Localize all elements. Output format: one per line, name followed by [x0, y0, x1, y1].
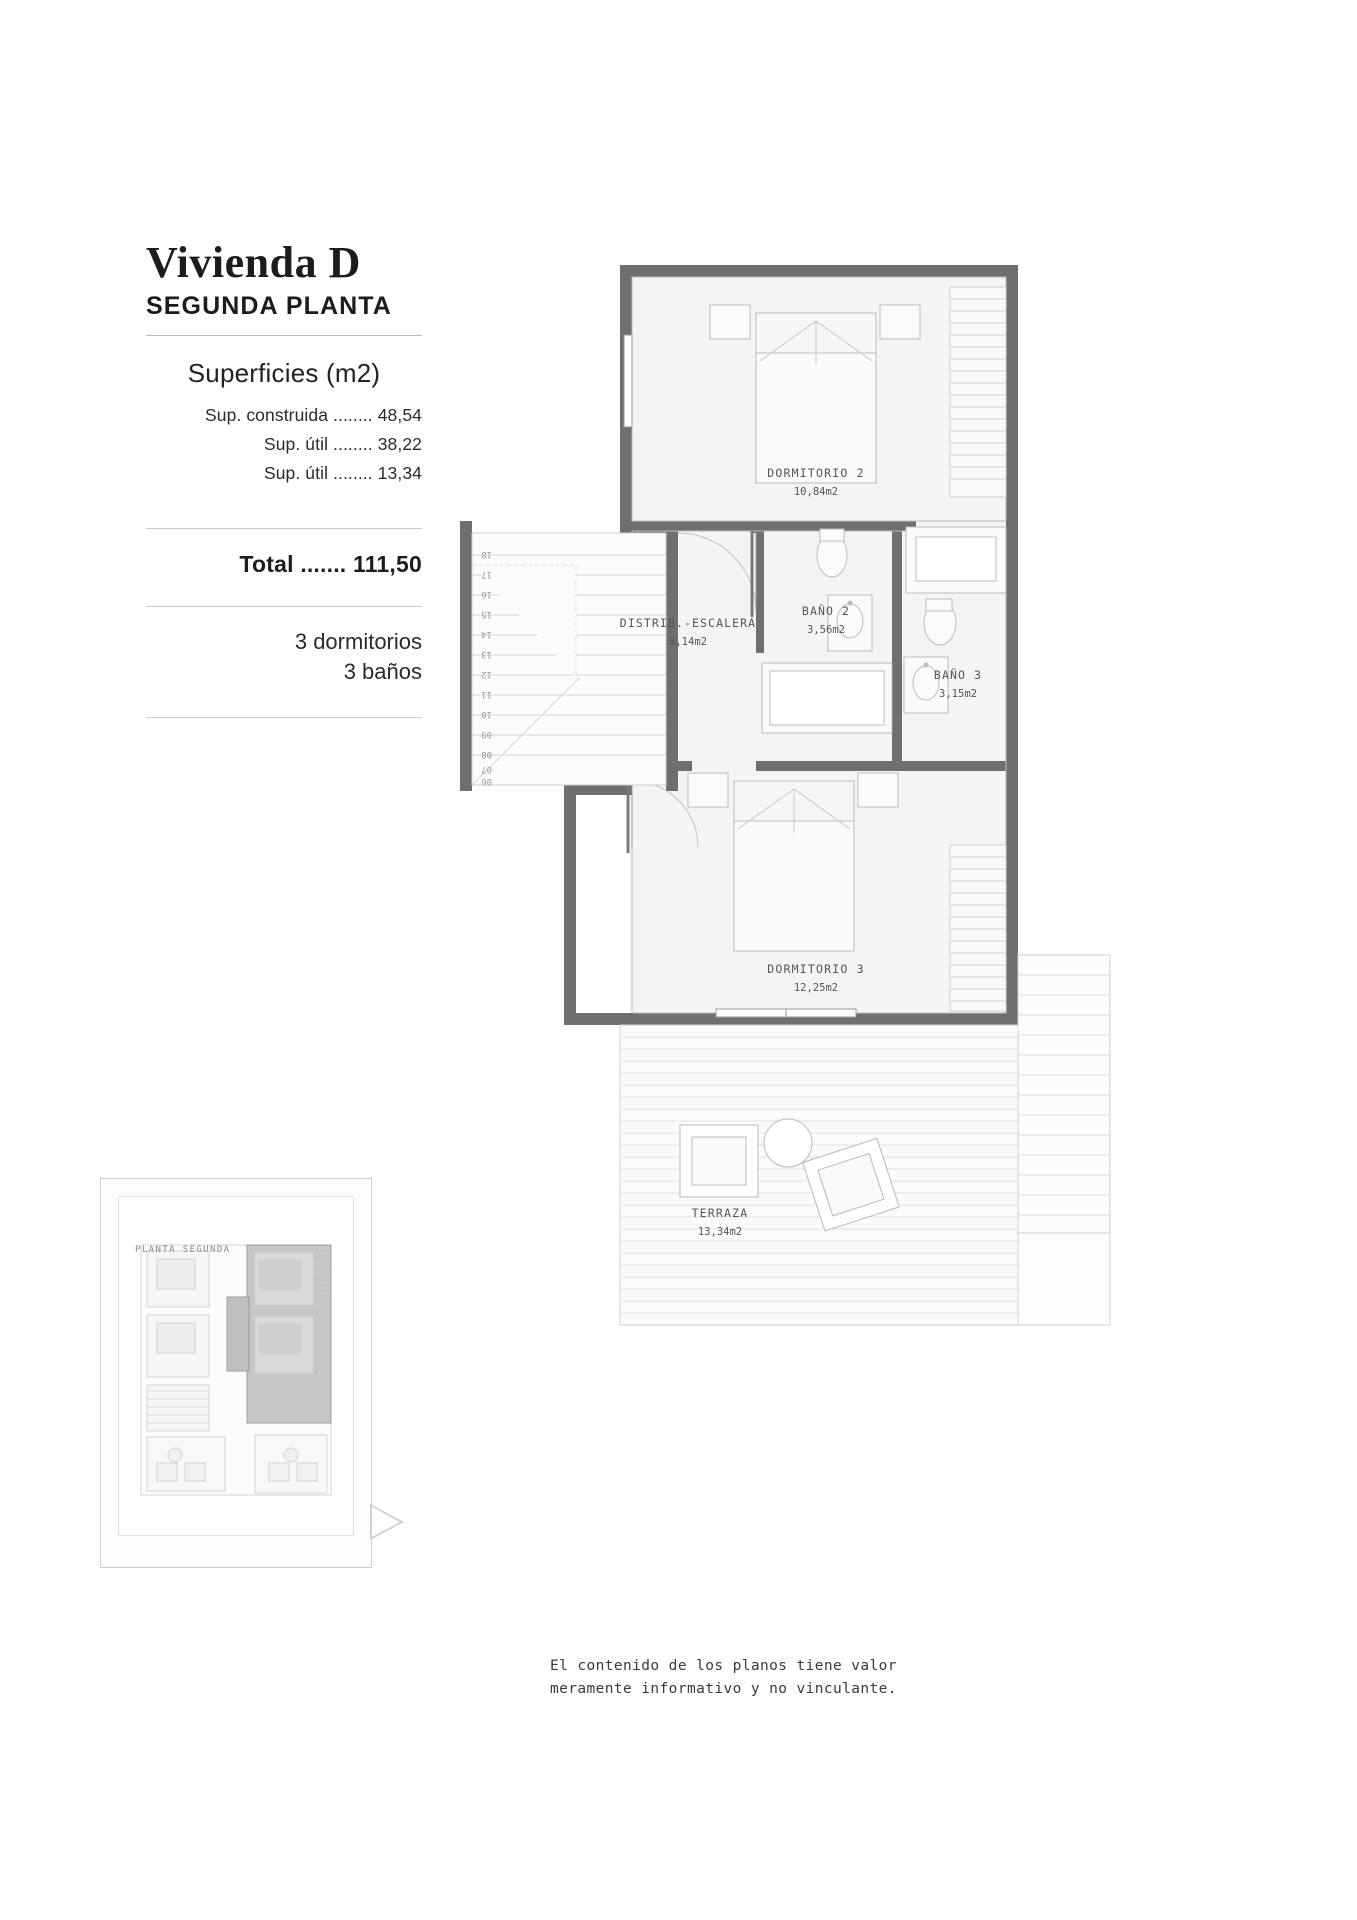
surface-label: Sup. útil ........	[263, 463, 373, 484]
room-area-bano2: 3,56m2	[807, 624, 845, 636]
bedroom2-window	[624, 335, 632, 427]
bedroom2-wardrobe	[950, 287, 1006, 497]
svg-text:06: 06	[481, 776, 492, 786]
surface-value: 48,54	[377, 405, 422, 426]
room-area-dormitorio3: 12,25m2	[793, 982, 839, 994]
room-label-dormitorio3: DORMITORIO 3	[767, 962, 865, 976]
disclaimer-line-2: meramente informativo y no vinculante.	[550, 1681, 897, 1698]
floor-plan	[481, 265, 1240, 1355]
surface-value: 38,22	[377, 434, 422, 455]
room-area-distribuidor: 8,14m2	[669, 636, 707, 648]
room-label-terraza: TERRAZA	[691, 1206, 749, 1220]
svg-text:18: 18	[481, 549, 492, 559]
page-subtitle: SEGUNDA PLANTA	[146, 292, 392, 321]
room-area-dormitorio2: 10,84m2	[793, 486, 839, 498]
svg-text:08: 08	[481, 749, 492, 759]
exterior-stair	[1018, 955, 1110, 1325]
locator-map	[100, 1178, 372, 1568]
room-area-bano3: 3,15m2	[939, 688, 977, 700]
surface-label: Sup. construida ........	[204, 405, 373, 426]
svg-text:14: 14	[481, 629, 492, 639]
surfaces-heading: Superficies (m2)	[187, 358, 381, 389]
bedroom3-wardrobe	[950, 845, 1006, 1011]
svg-text:09: 09	[481, 729, 492, 739]
room-area-terraza: 13,34m2	[697, 1226, 743, 1238]
page-title: Vivienda D	[146, 238, 361, 287]
surface-row	[146, 463, 422, 484]
total-row	[146, 551, 422, 578]
divider	[146, 717, 422, 718]
bedrooms-count: 3 dormitorios	[294, 629, 422, 655]
surface-value: 13,34	[377, 463, 422, 484]
locator-label: PLANTA SEGUNDA	[135, 1245, 231, 1255]
surface-row	[146, 434, 422, 455]
disclaimer-line-1: El contenido de los planos tiene valor	[550, 1658, 897, 1674]
floor-plan-svg	[481, 265, 1240, 1355]
staircase	[472, 533, 666, 785]
surface-label: Sup. útil ........	[263, 434, 373, 455]
room-label-bano2: BAÑO 2	[801, 604, 851, 618]
svg-text:17: 17	[481, 569, 492, 579]
divider	[146, 335, 422, 336]
surface-row	[146, 405, 422, 426]
svg-text:07: 07	[481, 764, 492, 774]
disclaimer	[550, 1655, 1010, 1701]
svg-text:15: 15	[481, 609, 492, 619]
bathrooms-count: 3 baños	[343, 659, 422, 685]
info-panel	[146, 240, 422, 718]
locator-pointer-inner-icon	[372, 1507, 400, 1537]
total-value: 111,50	[352, 551, 422, 578]
locator-plan	[118, 1196, 354, 1536]
svg-text:11: 11	[481, 689, 492, 699]
svg-text:10: 10	[481, 709, 492, 719]
room-label-distribuidor: DISTRIB.-ESCALERA	[619, 616, 757, 630]
total-label: Total .......	[239, 551, 347, 578]
svg-text:12: 12	[481, 669, 492, 679]
room-label-bano3: BAÑO 3	[933, 668, 983, 682]
room-label-dormitorio2: DORMITORIO 2	[767, 466, 865, 480]
bedroom3-window	[716, 1009, 856, 1017]
svg-text:13: 13	[481, 649, 492, 659]
terrace	[620, 1025, 1018, 1325]
svg-text:16: 16	[481, 589, 492, 599]
